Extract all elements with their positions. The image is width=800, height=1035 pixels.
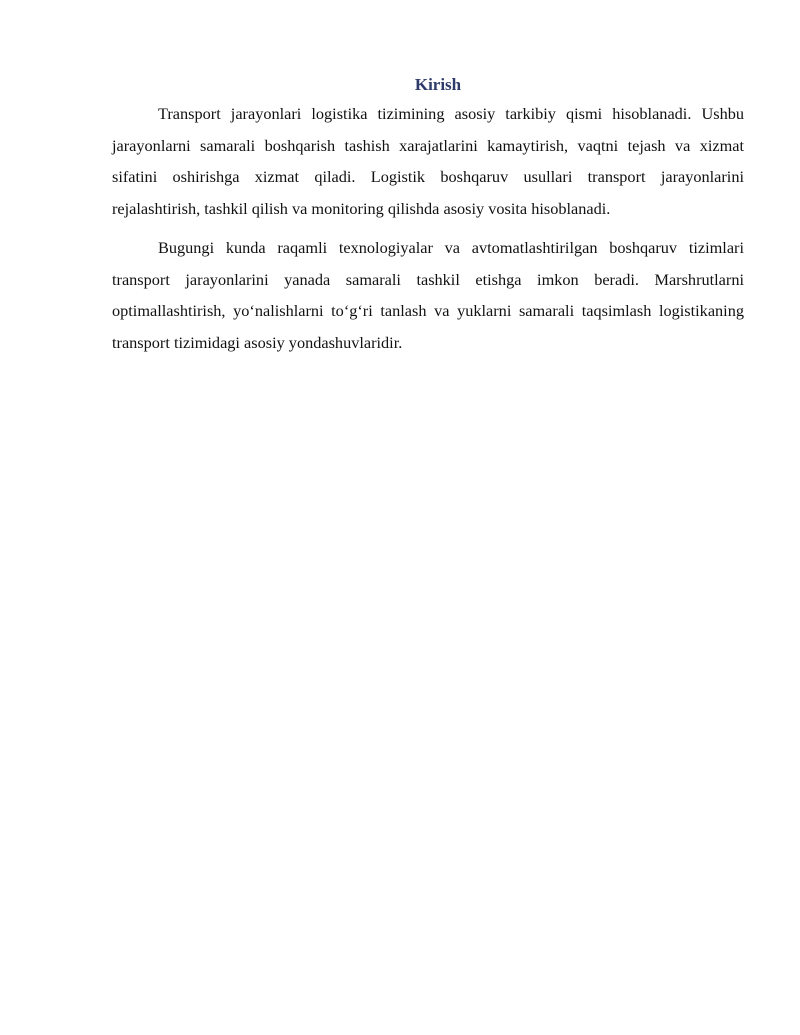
paragraph-2: Bugungi kunda raqamli texnologiyalar va avtomatlashtirilgan boshqaruv tizimlari transport jarayonlarini yanada samarali tashkil etishga imkon beradi. Marshrutlarni optimallashtirish, yo‘nalishlarni to‘g‘ri tanlash va yuklarni samarali taqsimlash logistikaning transport tizimidagi asosiy yondashuvlaridir. <box>112 238 744 352</box>
paragraph-1: Transport jarayonlari logistika tizimining asosiy tarkibiy qismi hisoblanadi. Ushbu jarayonlarni samarali boshqarish tashish xarajatlarini kamaytirish, vaqtni tejash va xizmat sifatini oshirishga xizmat qiladi. Logistik boshqaruv usullari transport jarayonlarini rejalashtirish, tashkil qilish va monitoring qilishda asosiy vosita hisoblanadi. <box>112 104 744 218</box>
section-title: Kirish <box>414 75 462 94</box>
document-body <box>112 72 744 358</box>
